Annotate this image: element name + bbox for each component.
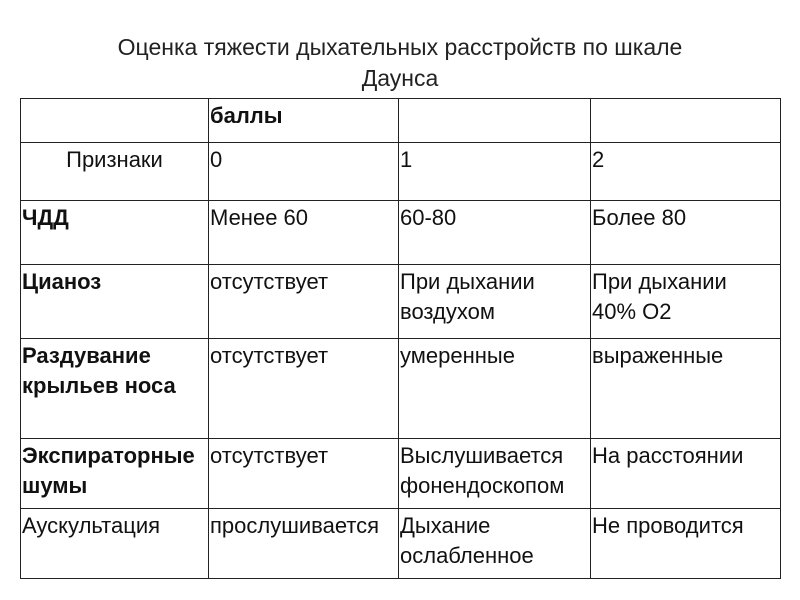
cell-text-line: шумы (22, 473, 88, 498)
table-cell-score-2: На расстоянии (591, 439, 781, 509)
table-cell-score-2 (591, 265, 781, 339)
cell-text-line: фонендоскопом (400, 473, 565, 498)
table-cell-score-2: Не проводится (591, 509, 781, 579)
cell-text-line: ослабленное (400, 543, 534, 568)
table-header-empty-cell (399, 99, 591, 143)
cell-text-line: воздухом (400, 299, 495, 324)
table-cell-score-2: Более 80 (591, 201, 781, 265)
table-cell-score-0: Менее 60 (209, 201, 399, 265)
table-cell-sign (21, 339, 209, 439)
table-header-row-scores (21, 99, 781, 143)
cell-text-line: Выслушивается (400, 443, 564, 468)
table-cell-score-0: отсутствует (209, 265, 399, 339)
table-header-empty-cell (591, 99, 781, 143)
table-cell-score-0: отсутствует (209, 439, 399, 509)
cell-text-line: При дыхании (400, 269, 535, 294)
cell-text-line: 40% О2 (592, 299, 672, 324)
title-line-1: Оценка тяжести дыхательных расстройств по шкале (117, 34, 683, 60)
cell-text-line: Дыхание (400, 513, 491, 538)
table-cell-sign: ЧДД (21, 201, 209, 265)
table-header-score-2: 2 (591, 143, 781, 201)
table-cell-sign: Аускультация (21, 509, 209, 579)
table-cell-sign: Цианоз (21, 265, 209, 339)
cell-text-line: Экспираторные (22, 443, 195, 468)
table-row (21, 439, 781, 509)
table-header-empty-cell (21, 99, 209, 143)
cell-text-line: При дыхании (592, 269, 727, 294)
table-cell-score-0: отсутствует (209, 339, 399, 439)
table-cell-sign (21, 439, 209, 509)
table-cell-score-1 (399, 265, 591, 339)
table-header-score-0: 0 (209, 143, 399, 201)
title-line-2: Даунса (361, 65, 439, 91)
table-cell-score-1: 60-80 (399, 201, 591, 265)
table-cell-score-1 (399, 439, 591, 509)
cell-text-line: Раздувание (22, 343, 151, 368)
table-header-signs-label: Признаки (21, 143, 209, 201)
table-cell-score-2: выраженные (591, 339, 781, 439)
table-cell-score-0: прослушивается (209, 509, 399, 579)
page-title (0, 32, 800, 94)
table-header-scores-label: баллы (209, 99, 399, 143)
table-header-score-1: 1 (399, 143, 591, 201)
table-row (21, 509, 781, 579)
downes-score-table (20, 98, 781, 579)
table-cell-score-1: умеренные (399, 339, 591, 439)
table-row (21, 265, 781, 339)
table-header-row-signs (21, 143, 781, 201)
cell-text-line: крыльев носа (22, 373, 176, 398)
table-row (21, 201, 781, 265)
table-row (21, 339, 781, 439)
table-cell-score-1 (399, 509, 591, 579)
